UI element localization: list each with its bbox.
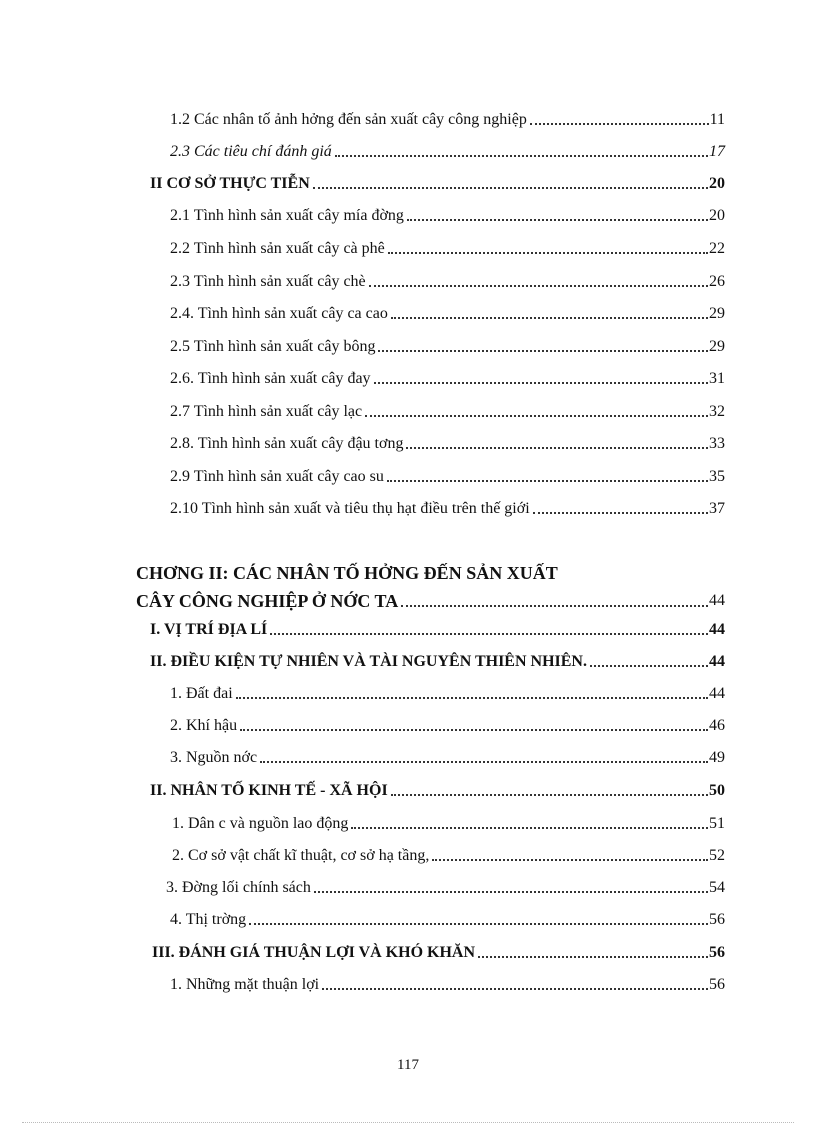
toc-entry-text: 4. Thị trờng: [170, 911, 247, 928]
toc-section-heading: [150, 174, 725, 194]
chapter-title: CHƠNG II: CÁC NHÂN TỐ HỞNG ĐẾN SẢN XUẤT: [136, 563, 558, 583]
toc-entry: [170, 499, 725, 519]
toc-leader-dots: [313, 184, 708, 189]
toc-entry: [172, 846, 725, 866]
toc-entry-text: 2. Khí hậu: [170, 717, 238, 734]
toc-entry: [170, 910, 725, 930]
toc-entry-page: 49: [709, 749, 725, 766]
toc-entry: [170, 110, 725, 130]
toc-entry-text: 2.3 Tình hình sản xuất cây chè: [170, 273, 366, 290]
toc-entry-text: 3. Nguồn nớc: [170, 749, 258, 766]
toc-leader-dots: [533, 509, 708, 514]
toc-entry-text: 2.3 Các tiêu chí đánh giá: [170, 143, 332, 160]
toc-entry-page: 20: [709, 175, 725, 192]
toc-leader-dots: [365, 412, 708, 417]
toc-entry-page: 29: [709, 338, 725, 355]
toc-entry-text: 2.6. Tình hình sản xuất cây đay: [170, 370, 371, 387]
toc-entry: [170, 142, 725, 162]
toc-section-heading: [150, 652, 725, 672]
toc-entry-page: 37: [709, 500, 725, 517]
toc-entry: [166, 878, 725, 898]
toc-leader-dots: [406, 444, 708, 449]
toc-leader-dots: [391, 791, 708, 796]
toc-entry-page: 44: [709, 685, 725, 702]
toc-leader-dots: [369, 282, 708, 287]
toc-entry-page: 29: [709, 305, 725, 322]
toc-entry-page: 22: [709, 240, 725, 257]
toc-entry-text: 3. Đờng lối chính sách: [166, 879, 311, 896]
toc-leader-dots: [335, 152, 708, 157]
toc-leader-dots: [388, 249, 708, 254]
toc-entry-page: 35: [709, 468, 725, 485]
toc-entry-page: 56: [709, 976, 725, 993]
toc-leader-dots: [322, 985, 708, 990]
toc-entry-text: 2.5 Tình hình sản xuất cây bông: [170, 338, 376, 355]
toc-entry-text: 2.2 Tình hình sản xuất cây cà phê: [170, 240, 385, 257]
toc-entry-text: 1. Đất đai: [170, 685, 233, 702]
toc-entry-text: 2.7 Tình hình sản xuất cây lạc: [170, 403, 363, 420]
toc-chapter-heading: [136, 590, 725, 612]
toc-entry: [170, 402, 725, 422]
toc-entry-text: 2.10 Tình hình sản xuất và tiêu thụ hạt điều trên thế giới: [170, 500, 530, 517]
toc-leader-dots: [478, 953, 708, 958]
toc-leader-dots: [240, 726, 708, 731]
toc-entry-page: 17: [709, 143, 725, 160]
toc-section-heading: [150, 781, 725, 801]
toc-entry-page: 11: [709, 111, 725, 128]
toc-entry-page: 51: [709, 815, 725, 832]
toc-entry-text: 1. Dân c và nguồn lao động: [172, 815, 349, 832]
toc-entry: [170, 272, 725, 292]
toc-leader-dots: [387, 477, 708, 482]
toc-entry-text: 2.4. Tình hình sản xuất cây ca cao: [170, 305, 388, 322]
toc-entry-page: 20: [709, 207, 725, 224]
toc-entry-page: 56: [709, 911, 725, 928]
toc-leader-dots: [236, 694, 708, 699]
toc-entry: [170, 975, 725, 995]
toc-entry-page: 56: [709, 944, 725, 961]
toc-leader-dots: [374, 379, 708, 384]
toc-leader-dots: [314, 888, 708, 893]
toc-leader-dots: [530, 120, 709, 125]
toc-leader-dots: [260, 758, 708, 763]
toc-entry: [170, 716, 725, 736]
toc-entry: [170, 369, 725, 389]
toc-leader-dots: [432, 856, 708, 861]
toc-entry-text: II. NHÂN TỐ KINH TẾ - XÃ HỘI: [150, 782, 388, 799]
toc-entry: [170, 434, 725, 454]
toc-entry-text: II CƠ SỞ THỰC TIỄN: [150, 175, 310, 192]
toc-section-heading: [150, 620, 725, 640]
toc-entry-page: 26: [709, 273, 725, 290]
toc-leader-dots: [351, 824, 708, 829]
toc-entry-text: CÂY CÔNG NGHIỆP Ở NỚC TA: [136, 591, 399, 611]
toc-entry-page: 31: [709, 370, 725, 387]
toc-leader-dots: [378, 347, 708, 352]
toc-entry-page: 44: [709, 653, 725, 670]
toc-entry-text: 2.8. Tình hình sản xuất cây đậu tơng: [170, 435, 404, 452]
toc-leader-dots: [391, 314, 708, 319]
toc-entry-page: 52: [709, 847, 725, 864]
toc-entry: [170, 206, 725, 226]
toc-section-heading: [152, 943, 725, 963]
toc-entry-page: 54: [709, 879, 725, 896]
toc-entry-text: II. ĐIỀU KIỆN TỰ NHIÊN VÀ TÀI NGUYÊN THIÊN NHIÊN.: [150, 653, 587, 670]
toc-entry-text: III. ĐÁNH GIÁ THUẬN LỢI VÀ KHÓ KHĂN: [152, 944, 476, 961]
toc-entry-page: 44: [709, 621, 725, 638]
toc-entry-page: 44: [709, 592, 725, 609]
toc-leader-dots: [590, 662, 708, 667]
toc-entry: [170, 304, 725, 324]
toc-entry-text: 1.2 Các nhân tố ảnh hởng đến sản xuất cây công nghiệp: [170, 111, 527, 128]
toc-entry: [172, 814, 725, 834]
toc-leader-dots: [401, 602, 708, 607]
toc-entry-page: 50: [709, 782, 725, 799]
page-number: 117: [397, 1057, 419, 1073]
toc-leader-dots: [270, 630, 708, 635]
toc-leader-dots: [249, 920, 708, 925]
toc-entry-text: 2.1 Tình hình sản xuất cây mía đờng: [170, 207, 404, 224]
toc-entry-text: 2.9 Tình hình sản xuất cây cao su: [170, 468, 384, 485]
toc-entry: [170, 467, 725, 487]
toc-entry-text: 2. Cơ sở vật chất kĩ thuật, cơ sở hạ tầng,: [172, 847, 430, 864]
toc-entry-page: 32: [709, 403, 725, 420]
toc-entry-text: 1. Những mặt thuận lợi: [170, 976, 320, 993]
toc-entry: [170, 337, 725, 357]
toc-entry-page: 33: [709, 435, 725, 452]
toc-entry-text: I. VỊ TRÍ ĐỊA LÍ: [150, 621, 268, 638]
toc-entry-page: 46: [709, 717, 725, 734]
toc-leader-dots: [407, 216, 708, 221]
toc-entry: [170, 684, 725, 704]
toc-entry: [170, 748, 725, 768]
toc-entry: [170, 239, 725, 259]
